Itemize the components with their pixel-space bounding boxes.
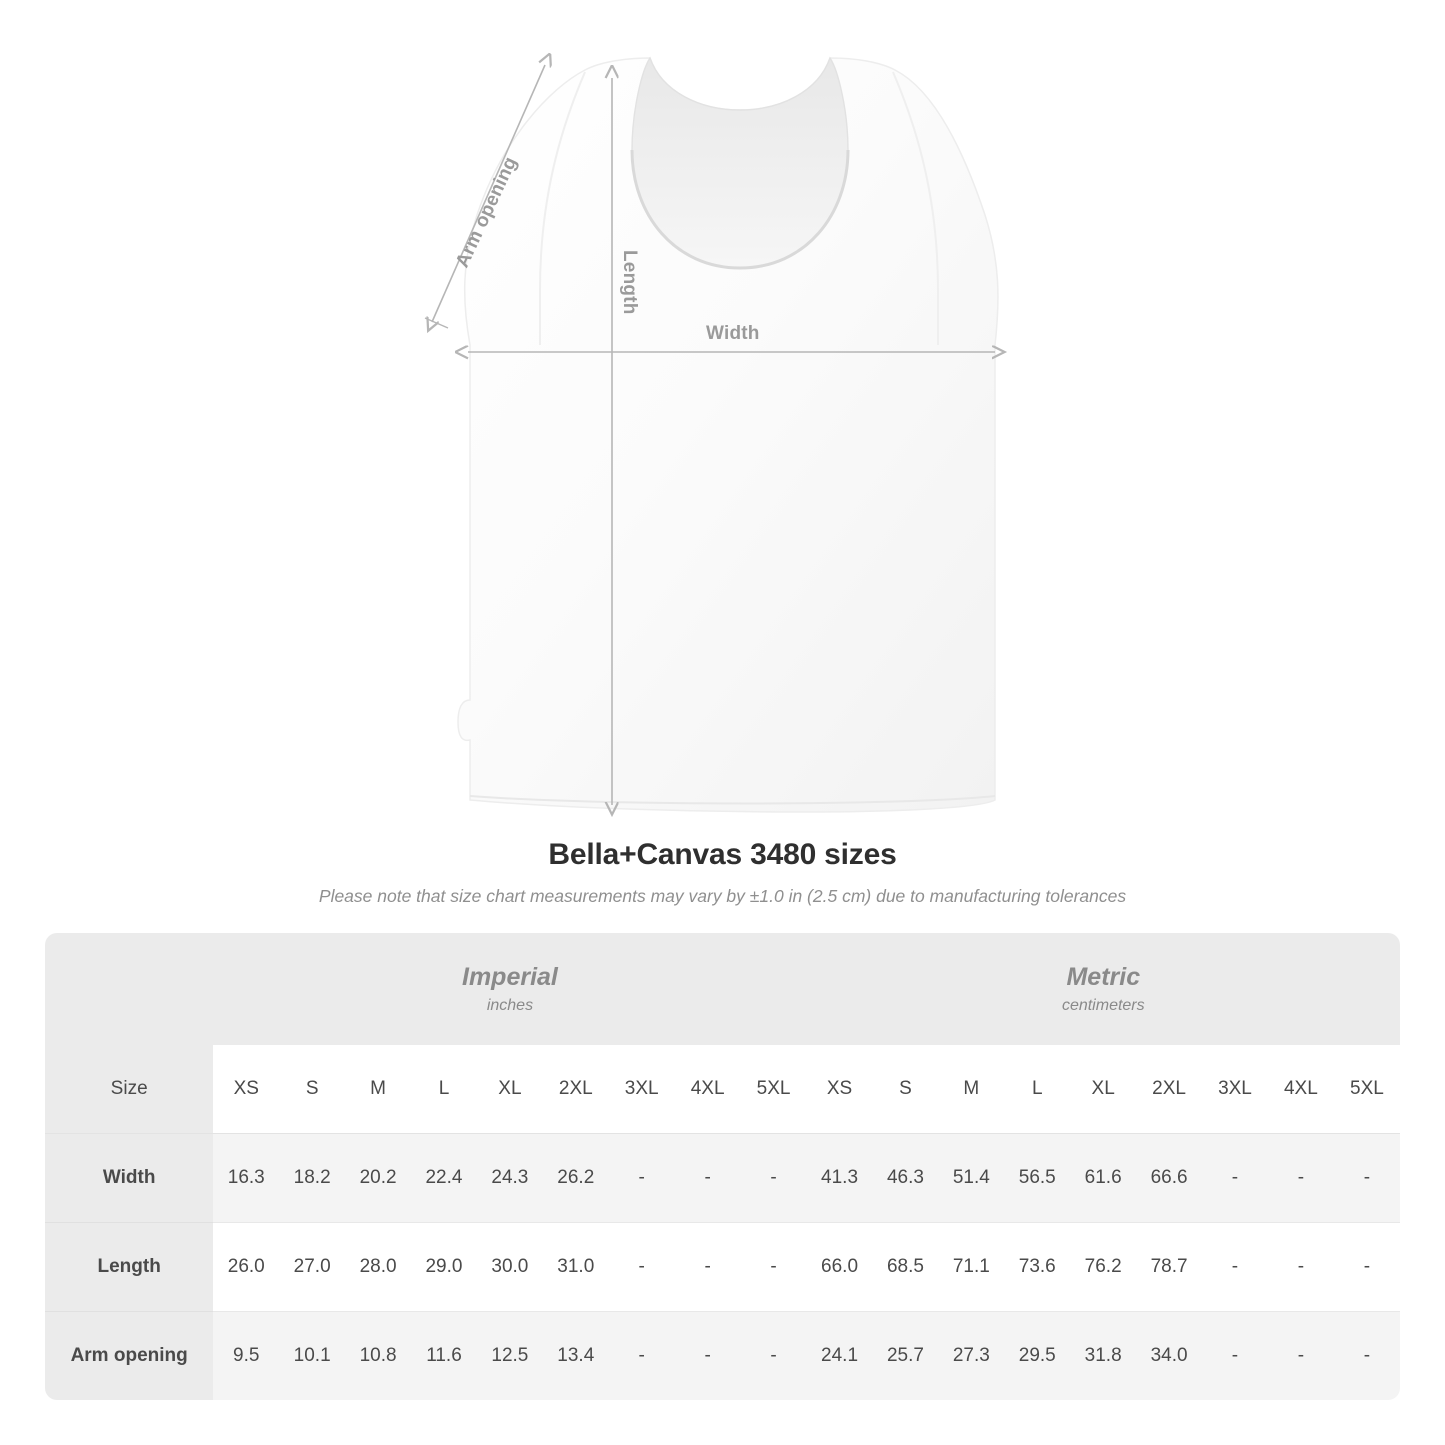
unit-group-metric (807, 933, 1400, 1045)
cell-arm-metric-3xl: - (1202, 1312, 1268, 1400)
row-label-width: Width (45, 1134, 213, 1223)
cell-width-metric-s: 46.3 (872, 1134, 938, 1223)
cell-arm-metric-l: 29.5 (1004, 1312, 1070, 1400)
size-header-imperial-xl: XL (477, 1045, 543, 1134)
table-row (45, 1312, 1400, 1400)
cell-length-metric-l: 73.6 (1004, 1223, 1070, 1312)
cell-arm-metric-xl: 31.8 (1070, 1312, 1136, 1400)
cell-length-metric-4xl: - (1268, 1223, 1334, 1312)
cell-width-metric-5xl: - (1334, 1134, 1400, 1223)
cell-length-metric-s: 68.5 (872, 1223, 938, 1312)
size-header-row (45, 1045, 1400, 1134)
arm-opening-label: Arm opening (452, 153, 522, 271)
size-chart-table (45, 933, 1400, 1400)
cell-length-imperial-5xl: - (741, 1223, 807, 1312)
unit-group-metric-sub: centimeters (1061, 997, 1145, 1015)
chart-title: Bella+Canvas 3480 sizes (548, 838, 897, 871)
cell-width-imperial-2xl: 26.2 (543, 1134, 609, 1223)
cell-length-imperial-3xl: - (609, 1223, 675, 1312)
size-header-imperial-xs: XS (213, 1045, 279, 1134)
width-label: Width (706, 323, 760, 344)
cell-width-metric-4xl: - (1268, 1134, 1334, 1223)
cell-length-metric-5xl: - (1334, 1223, 1400, 1312)
cell-length-metric-m: 71.1 (938, 1223, 1004, 1312)
size-header-label: Size (45, 1045, 213, 1134)
cell-width-imperial-xs: 16.3 (213, 1134, 279, 1223)
row-label-length: Length (45, 1223, 213, 1312)
cell-length-imperial-xl: 30.0 (477, 1223, 543, 1312)
length-label: Length (619, 250, 640, 315)
cell-length-imperial-2xl: 31.0 (543, 1223, 609, 1312)
unit-group-imperial (213, 933, 806, 1045)
cell-arm-imperial-4xl: - (675, 1312, 741, 1400)
cell-arm-imperial-5xl: - (741, 1312, 807, 1400)
cell-arm-imperial-xs: 9.5 (213, 1312, 279, 1400)
cell-arm-imperial-3xl: - (609, 1312, 675, 1400)
size-header-imperial-2xl: 2XL (543, 1045, 609, 1134)
table-row (45, 1223, 1400, 1312)
size-chart-table-wrap (45, 933, 1400, 1400)
cell-length-imperial-l: 29.0 (411, 1223, 477, 1312)
cell-width-metric-l: 56.5 (1004, 1134, 1070, 1223)
cell-width-imperial-3xl: - (609, 1134, 675, 1223)
tolerance-note: Please note that size chart measurements may vary by ±1.0 in (2.5 cm) due to manufacturing tolerances (318, 886, 1127, 906)
cell-arm-metric-4xl: - (1268, 1312, 1334, 1400)
size-header-imperial-5xl: 5XL (741, 1045, 807, 1134)
size-header-metric-2xl: 2XL (1136, 1045, 1202, 1134)
row-label-arm-opening: Arm opening (45, 1312, 213, 1400)
cell-length-imperial-m: 28.0 (345, 1223, 411, 1312)
size-header-imperial-4xl: 4XL (675, 1045, 741, 1134)
size-header-metric-3xl: 3XL (1202, 1045, 1268, 1134)
cell-arm-metric-5xl: - (1334, 1312, 1400, 1400)
cell-width-metric-m: 51.4 (938, 1134, 1004, 1223)
cell-arm-metric-s: 25.7 (872, 1312, 938, 1400)
cell-arm-metric-m: 27.3 (938, 1312, 1004, 1400)
cell-length-imperial-4xl: - (675, 1223, 741, 1312)
title-block (0, 838, 1445, 907)
cell-width-imperial-l: 22.4 (411, 1134, 477, 1223)
size-header-metric-4xl: 4XL (1268, 1045, 1334, 1134)
cell-length-metric-xl: 76.2 (1070, 1223, 1136, 1312)
unit-group-imperial-name: Imperial (462, 962, 558, 991)
cell-width-metric-2xl: 66.6 (1136, 1134, 1202, 1223)
unit-header-row (45, 933, 1400, 1045)
size-header-imperial-m: M (345, 1045, 411, 1134)
size-header-imperial-l: L (411, 1045, 477, 1134)
cell-arm-metric-xs: 24.1 (807, 1312, 873, 1400)
cell-width-imperial-5xl: - (741, 1134, 807, 1223)
table-row (45, 1134, 1400, 1223)
size-header-metric-xl: XL (1070, 1045, 1136, 1134)
size-header-imperial-s: S (279, 1045, 345, 1134)
cell-length-metric-3xl: - (1202, 1223, 1268, 1312)
size-header-metric-xs: XS (807, 1045, 873, 1134)
cell-width-imperial-xl: 24.3 (477, 1134, 543, 1223)
size-header-metric-m: M (938, 1045, 1004, 1134)
unit-group-metric-name: Metric (1066, 962, 1141, 991)
cell-width-metric-xl: 61.6 (1070, 1134, 1136, 1223)
unit-group-imperial-sub: inches (486, 997, 534, 1015)
cell-arm-imperial-m: 10.8 (345, 1312, 411, 1400)
cell-arm-imperial-l: 11.6 (411, 1312, 477, 1400)
tank-body-shape (458, 58, 998, 812)
cell-width-imperial-4xl: - (675, 1134, 741, 1223)
unit-header-spacer (45, 933, 213, 1045)
cell-length-imperial-xs: 26.0 (213, 1223, 279, 1312)
cell-arm-imperial-xl: 12.5 (477, 1312, 543, 1400)
size-header-metric-s: S (872, 1045, 938, 1134)
cell-arm-metric-2xl: 34.0 (1136, 1312, 1202, 1400)
cell-arm-imperial-s: 10.1 (279, 1312, 345, 1400)
size-header-imperial-3xl: 3XL (609, 1045, 675, 1134)
cell-width-imperial-s: 18.2 (279, 1134, 345, 1223)
cell-width-metric-3xl: - (1202, 1134, 1268, 1223)
cell-length-metric-xs: 66.0 (807, 1223, 873, 1312)
cell-arm-imperial-2xl: 13.4 (543, 1312, 609, 1400)
cell-length-metric-2xl: 78.7 (1136, 1223, 1202, 1312)
cell-width-metric-xs: 41.3 (807, 1134, 873, 1223)
cell-width-imperial-m: 20.2 (345, 1134, 411, 1223)
size-header-metric-l: L (1004, 1045, 1070, 1134)
size-header-metric-5xl: 5XL (1334, 1045, 1400, 1134)
cell-length-imperial-s: 27.0 (279, 1223, 345, 1312)
